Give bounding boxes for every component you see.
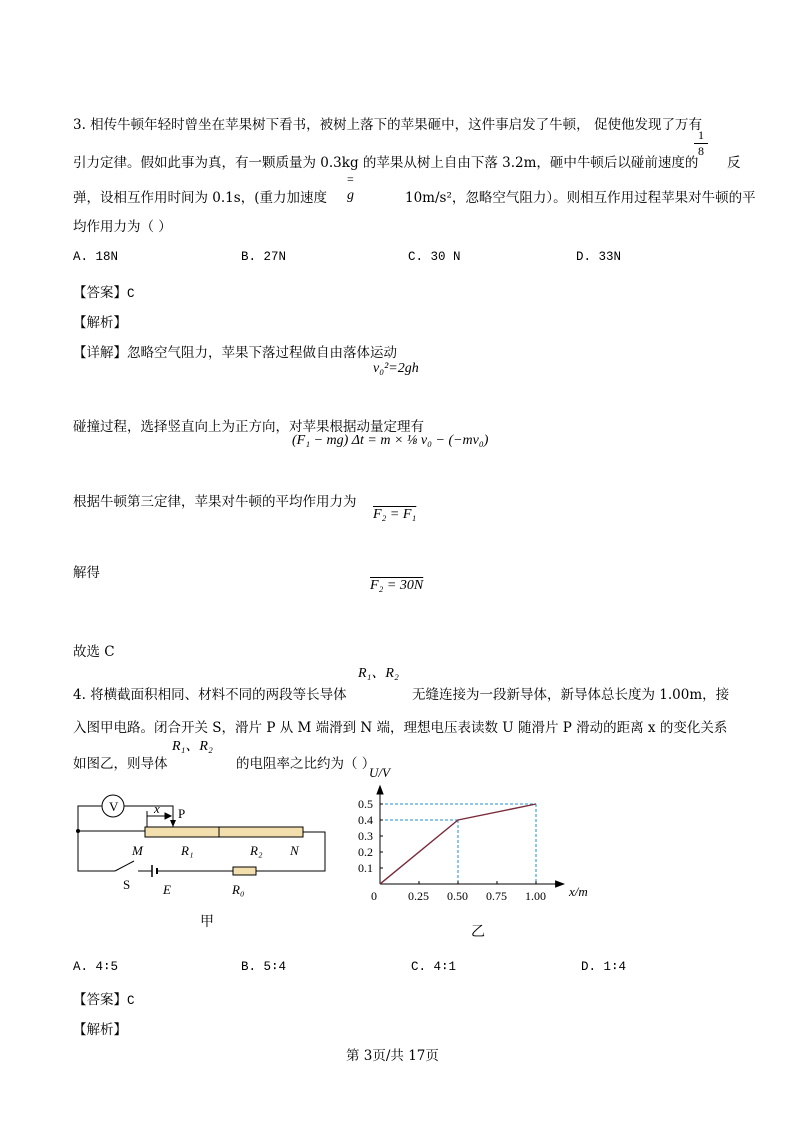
q4-analysis-tag: 【解析】 (73, 1022, 127, 1038)
q3-line-2-end: 反 (727, 155, 741, 171)
answer-value: C (127, 287, 135, 301)
q3-detail-3: 根据牛顿第三定律，苹果对牛顿的平均作用力为 (73, 494, 357, 510)
y-axis-arrow (377, 786, 383, 794)
y-tick-label: 0.3 (358, 829, 373, 843)
q3-option-a: A. 18N (73, 250, 119, 264)
y-tick-label: 0.1 (358, 861, 373, 875)
q4-line-3: 如图乙，则导体 (73, 756, 168, 772)
formula-free-fall: v₀²=2gh (373, 361, 419, 376)
end-m-label: M (132, 843, 143, 858)
x-tick-label: 1.00 (525, 889, 546, 903)
resistor-r0 (233, 867, 256, 875)
q3-analysis-tag: 【解析】 (73, 315, 127, 331)
q3-line-1: 3. 相传牛顿年轻时曾坐在苹果树下看书，被树上落下的苹果砸中，这件事启发了牛顿， 促使他发现了万有 (73, 117, 702, 133)
r2-label: R₂ (250, 843, 263, 858)
y-axis-label: U/V (369, 765, 390, 780)
detail-tag: 【详解】 (73, 345, 127, 361)
switch-label: S (123, 877, 131, 892)
graph-caption: 乙 (471, 925, 485, 940)
q3-conclusion: 故选 C (73, 644, 115, 660)
answer-value: C (127, 994, 135, 1008)
detail-1-text: 忽略空气阻力，苹果下落过程做自由落体运动 (127, 345, 397, 361)
q3-option-b: B. 27N (241, 250, 287, 264)
q3-option-d: D. 33N (576, 250, 622, 264)
distance-label: x (154, 801, 160, 816)
answer-tag: 【答案】 (73, 285, 127, 301)
formula-third-law: F₂ = F₁ (373, 507, 417, 522)
y-tick-label: 0.5 (358, 797, 373, 811)
slider-label: P (178, 806, 186, 821)
q3-line-3: 弹，设相互作用时间为 0.1s，(重力加速度 (73, 190, 327, 206)
fraction-one-eighth (692, 128, 710, 159)
y-tick-label: 0.4 (358, 813, 373, 827)
x-axis-arrow (556, 881, 564, 887)
switch-blade (115, 861, 134, 871)
q3-detail-1 (73, 341, 397, 361)
equals-sign: = (347, 172, 354, 186)
r1-label: R₁ (181, 843, 194, 858)
y-tick-label: 0.2 (358, 845, 373, 859)
battery-label: E (163, 882, 171, 897)
gravity-symbol: g (347, 188, 354, 203)
q3-line-4: 均作用力为（ ） (73, 219, 172, 235)
formula-impulse: (F₁ − mg) Δt = m × ⅛ v₀ − (−mv₀) (292, 433, 489, 448)
q3-detail-4: 解得 (73, 565, 100, 581)
circuit-caption: 甲 (200, 915, 214, 930)
q4-option-d: D. 1∶4 (581, 960, 627, 974)
x-tick-label: 0.25 (408, 889, 429, 903)
q4-resistor-label-1: R₁、R₂ (358, 666, 399, 681)
q3-line-2: 引力定律。假如此事为真，有一颗质量为 0.3kg 的苹果从树上自由下落 3.2m，砸中牛顿后以碰前速度的 (73, 155, 699, 171)
x-tick-label: 0.50 (447, 889, 468, 903)
q4-resistor-label-2: R₁、R₂ (172, 739, 213, 754)
q4-option-c: C. 4∶1 (411, 960, 457, 974)
answer-tag: 【答案】 (73, 992, 127, 1008)
page-footer: 第 3页/共 17页 (346, 1048, 439, 1064)
q4-line-1: 4. 将横截面积相同、材料不同的两段等长导体 (73, 687, 347, 703)
q3-option-c: C. 30 N (408, 250, 461, 264)
r0-label: R₀ (232, 882, 245, 897)
x-tick-label: 0 (371, 889, 377, 903)
x-axis-label: x/m (569, 884, 588, 899)
fraction-denominator: 8 (698, 144, 704, 158)
q3-line-3-end: 10m/s²，忽略空气阻力）。则相互作用过程苹果对牛顿的平 (405, 190, 756, 206)
end-n-label: N (290, 843, 299, 858)
fraction-numerator: 1 (698, 128, 704, 142)
voltage-distance-graph (355, 760, 595, 940)
q4-line-1-end: 无缝连接为一段新导体，新导体总长度为 1.00m，接 (412, 687, 730, 703)
x-tick-label: 0.75 (486, 889, 507, 903)
circuit-diagram (70, 783, 340, 933)
q4-line-2: 入图甲电路。闭合开关 S，滑片 P 从 M 端滑到 N 端，理想电压表读数 U 随滑片 P 滑动的距离 x 的变化关系 (73, 720, 728, 736)
q4-option-b: B. 5∶4 (241, 960, 287, 974)
q3-detail-2: 碰撞过程，选择竖直向上为正方向，对苹果根据动量定理有 (73, 419, 424, 435)
formula-result: F₂ = 30N (370, 578, 424, 593)
conductor-rod (145, 827, 303, 837)
q3-answer (73, 281, 135, 301)
q4-option-a: A. 4∶5 (73, 960, 119, 974)
voltmeter-label: V (109, 799, 119, 814)
q4-line-3-end: 的电阻率之比约为（ ） (236, 756, 376, 772)
q4-answer (73, 988, 135, 1008)
